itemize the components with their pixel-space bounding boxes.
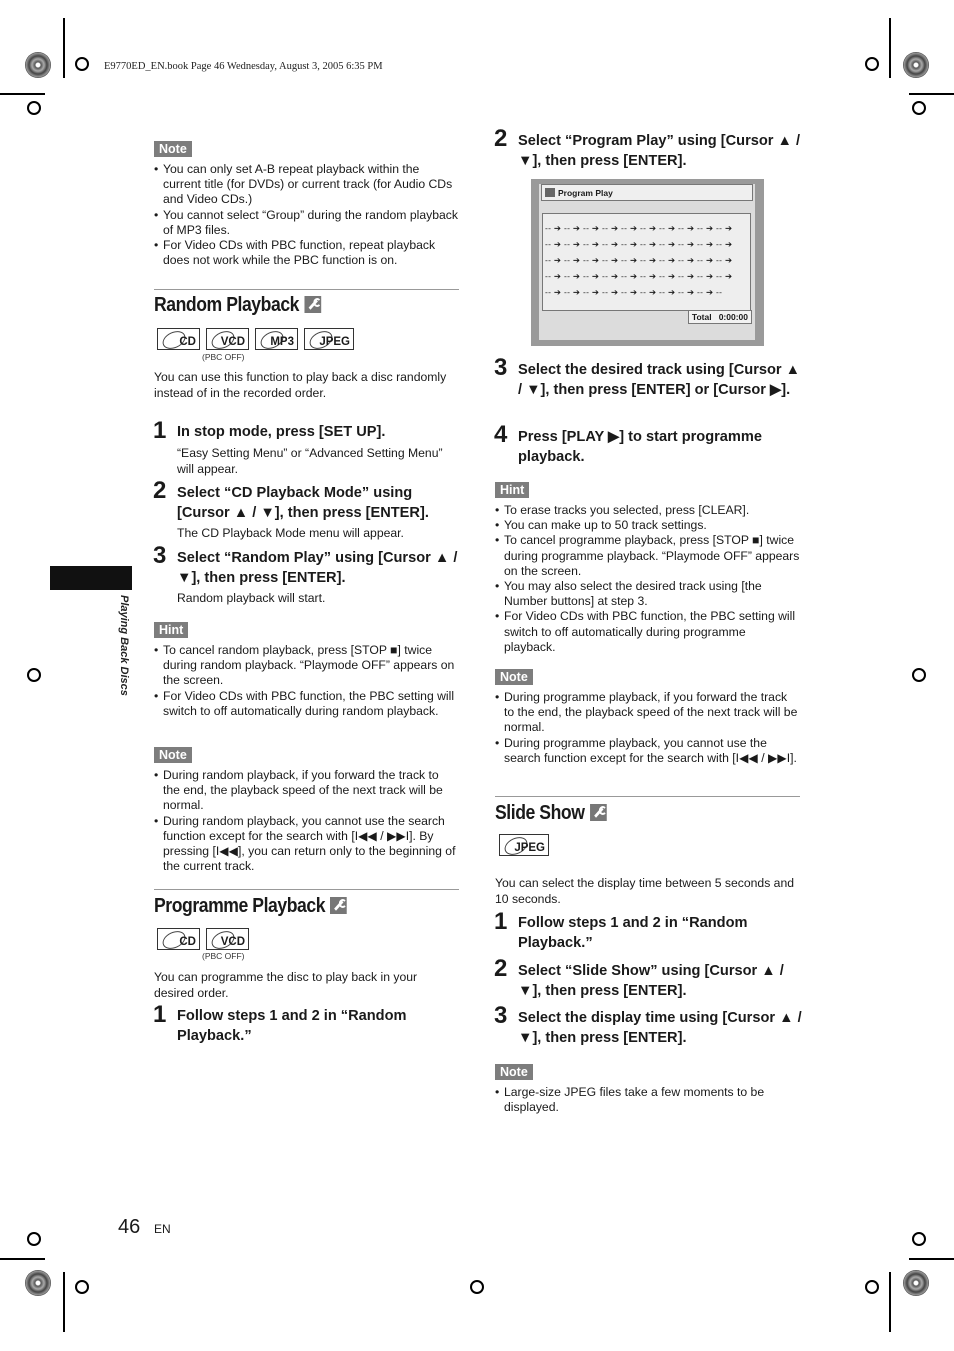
hint-box-programme [495,481,800,655]
list-item: • During programme playback, if you forward the track to the end, the playback speed of the next track will be normal. [495,690,800,736]
step-detail: “Easy Setting Menu” or “Advanced Setting Menu” will appear. [177,446,443,476]
step-number: 2 [494,125,508,152]
random-playback-title: Random Playback [154,294,321,317]
jpeg-disc-icon: JPEG [304,328,354,350]
note-list [495,1085,800,1115]
wrench-icon [590,804,607,821]
crop-mark [909,93,954,95]
list-item: • You may also select the desired track using [the Number buttons] at step 3. [495,579,800,609]
random-intro: You can use this function to play back a disc randomly instead of in the recorded order. [154,370,447,400]
slide-show-title: Slide Show [495,802,606,825]
list-item: • To cancel random playback, press [STOP ■] twice during random playback. “Playmode OFF” appears on the screen. [154,643,459,689]
list-item: • You can only set A-B repeat playback within the current title (for DVDs) or current track (for Audio CDs and Video CDs.) [154,162,459,208]
note-box-slideshow [495,1063,800,1115]
page-number: 46 [118,1216,141,1238]
track-row: -- ➔ -- ➔ -- ➔ -- ➔ -- ➔ -- ➔ -- ➔ -- ➔ -- ➔ -- ➔ [545,239,733,249]
book-header: E9770ED_EN.book Page 46 Wednesday, August 3, 2005 6:35 PM [104,61,383,72]
crosshair-icon [27,668,41,682]
page-language: EN [154,1222,171,1236]
list-item: • For Video CDs with PBC function, repeat playback does not work while the PBC function is on. [154,238,459,268]
list-item: • Large-size JPEG files take a few moments to be displayed. [495,1085,800,1115]
note-label: Note [495,1064,533,1080]
crop-mark [0,1258,45,1260]
registration-mark-icon [25,52,51,78]
step-number: 4 [494,421,508,448]
crosshair-icon [912,668,926,682]
list-item: • For Video CDs with PBC function, the PBC setting will switch to off automatically during random playback. [154,689,459,719]
note-label: Note [495,669,533,685]
vcd-disc-icon: VCD [206,328,249,350]
note-box-random [154,746,459,874]
list-item: • During random playback, you cannot use the search function except for the search with [I◀◀ / ▶▶I]. By pressing [I◀◀], you can return only to the beginning of the current track. [154,814,459,875]
disc-icon-row [499,834,549,856]
step-number: 1 [153,1001,167,1028]
note-list [495,690,800,766]
step-text: Select the desired track using [Cursor ▲ / ▼], then press [ENTER] or [Cursor ▶]. [518,362,801,398]
registration-mark-icon [903,52,929,78]
note-list [154,768,459,874]
list-item: • During random playback, if you forward the track to the end, the playback speed of the next track will be normal. [154,768,459,814]
step-number: 3 [494,1002,508,1029]
crop-mark [63,18,65,78]
step-number: 1 [153,417,167,444]
step-text: Follow steps 1 and 2 in “Random Playback.” [518,915,748,951]
cd-disc-icon: CD [157,328,200,350]
step-text: Select “Slide Show” using [Cursor ▲ / ▼], then press [ENTER]. [518,963,784,999]
list-item: • During programme playback, you cannot use the search function except for the search with [I◀◀ / ▶▶I]. [495,736,800,766]
registration-mark-icon [903,1270,929,1296]
step-number: 3 [153,542,167,569]
step-number: 3 [494,354,508,381]
wrench-icon [304,296,321,313]
section-divider [154,289,459,290]
note-box-programme [495,668,800,766]
crosshair-icon [865,57,879,71]
pbc-off-label: (PBC OFF) [202,352,245,362]
crosshair-icon [75,1280,89,1294]
crop-mark [909,1258,954,1260]
step-detail: The CD Playback Mode menu will appear. [177,526,404,540]
step-text: Select “CD Playback Mode” using [Cursor ▲ / ▼], then press [ENTER]. [177,485,429,521]
track-row: -- ➔ -- ➔ -- ➔ -- ➔ -- ➔ -- ➔ -- ➔ -- ➔ -- ➔ -- [545,287,723,297]
list-item: • For Video CDs with PBC function, the PBC setting will switch to off automatically during programme playback. [495,609,800,655]
hint-list [154,643,459,719]
programme-intro: You can programme the disc to play back in your desired order. [154,970,418,1000]
total-time: Total 0:00:00 [688,310,752,324]
section-divider [495,796,800,797]
crop-mark [889,1272,891,1332]
crosshair-icon [470,1280,484,1294]
side-label: Playing Back Discs [118,595,130,696]
track-row: -- ➔ -- ➔ -- ➔ -- ➔ -- ➔ -- ➔ -- ➔ -- ➔ -- ➔ -- ➔ [545,255,733,265]
hint-box-random [154,621,459,719]
disc-icon-row [157,928,249,950]
crosshair-icon [75,57,89,71]
crop-mark [63,1272,65,1332]
list-item: • To erase tracks you selected, press [CLEAR]. [495,503,800,518]
crosshair-icon [865,1280,879,1294]
step-number: 2 [153,477,167,504]
crosshair-icon [912,1232,926,1246]
track-row: -- ➔ -- ➔ -- ➔ -- ➔ -- ➔ -- ➔ -- ➔ -- ➔ -- ➔ -- ➔ [545,223,733,233]
jpeg-disc-icon: JPEG [499,834,549,856]
note-box-1 [154,140,459,268]
step-detail: Random playback will start. [177,591,326,605]
hint-list [495,503,800,655]
mp3-disc-icon: MP3 [255,328,298,350]
vcd-disc-icon: VCD [206,928,249,950]
track-grid [542,213,751,311]
note-label: Note [154,141,192,157]
step-text: Follow steps 1 and 2 in “Random Playback.” [177,1008,407,1044]
hint-label: Hint [154,622,188,638]
program-play-screen [531,179,764,346]
slideshow-intro: You can select the display time between 5 seconds and 10 seconds. [495,876,795,906]
hint-label: Hint [495,482,529,498]
crosshair-icon [912,101,926,115]
registration-mark-icon [25,1270,51,1296]
wrench-icon [330,897,347,914]
step-text: Select the display time using [Cursor ▲ / ▼], then press [ENTER]. [518,1010,802,1046]
section-divider [154,889,459,890]
crop-mark [889,18,891,78]
programme-playback-title: Programme Playback [154,895,347,918]
crop-mark [0,93,45,95]
list-item: • You cannot select “Group” during the random playback of MP3 files. [154,208,459,238]
list-item: • You can make up to 50 track settings. [495,518,800,533]
step-text: In stop mode, press [SET UP]. [177,424,386,440]
pbc-off-label: (PBC OFF) [202,951,245,961]
list-item: • To cancel programme playback, press [STOP ■] twice during programme playback. “Playmode OFF” appears on the screen. [495,533,800,579]
section-tab [50,566,132,590]
note-label: Note [154,747,192,763]
step-text: Select “Program Play” using [Cursor ▲ / ▼], then press [ENTER]. [518,133,801,169]
step-text: Select “Random Play” using [Cursor ▲ / ▼], then press [ENTER]. [177,550,458,586]
step-number: 1 [494,908,508,935]
step-text: Press [PLAY ▶] to start programme playback. [518,429,762,465]
note-list [154,162,459,268]
disc-icon-row [157,328,354,350]
screen-title: Program Play [541,184,753,201]
crosshair-icon [27,101,41,115]
cd-disc-icon: CD [157,928,200,950]
crosshair-icon [27,1232,41,1246]
step-number: 2 [494,955,508,982]
track-row: -- ➔ -- ➔ -- ➔ -- ➔ -- ➔ -- ➔ -- ➔ -- ➔ -- ➔ -- ➔ [545,271,733,281]
